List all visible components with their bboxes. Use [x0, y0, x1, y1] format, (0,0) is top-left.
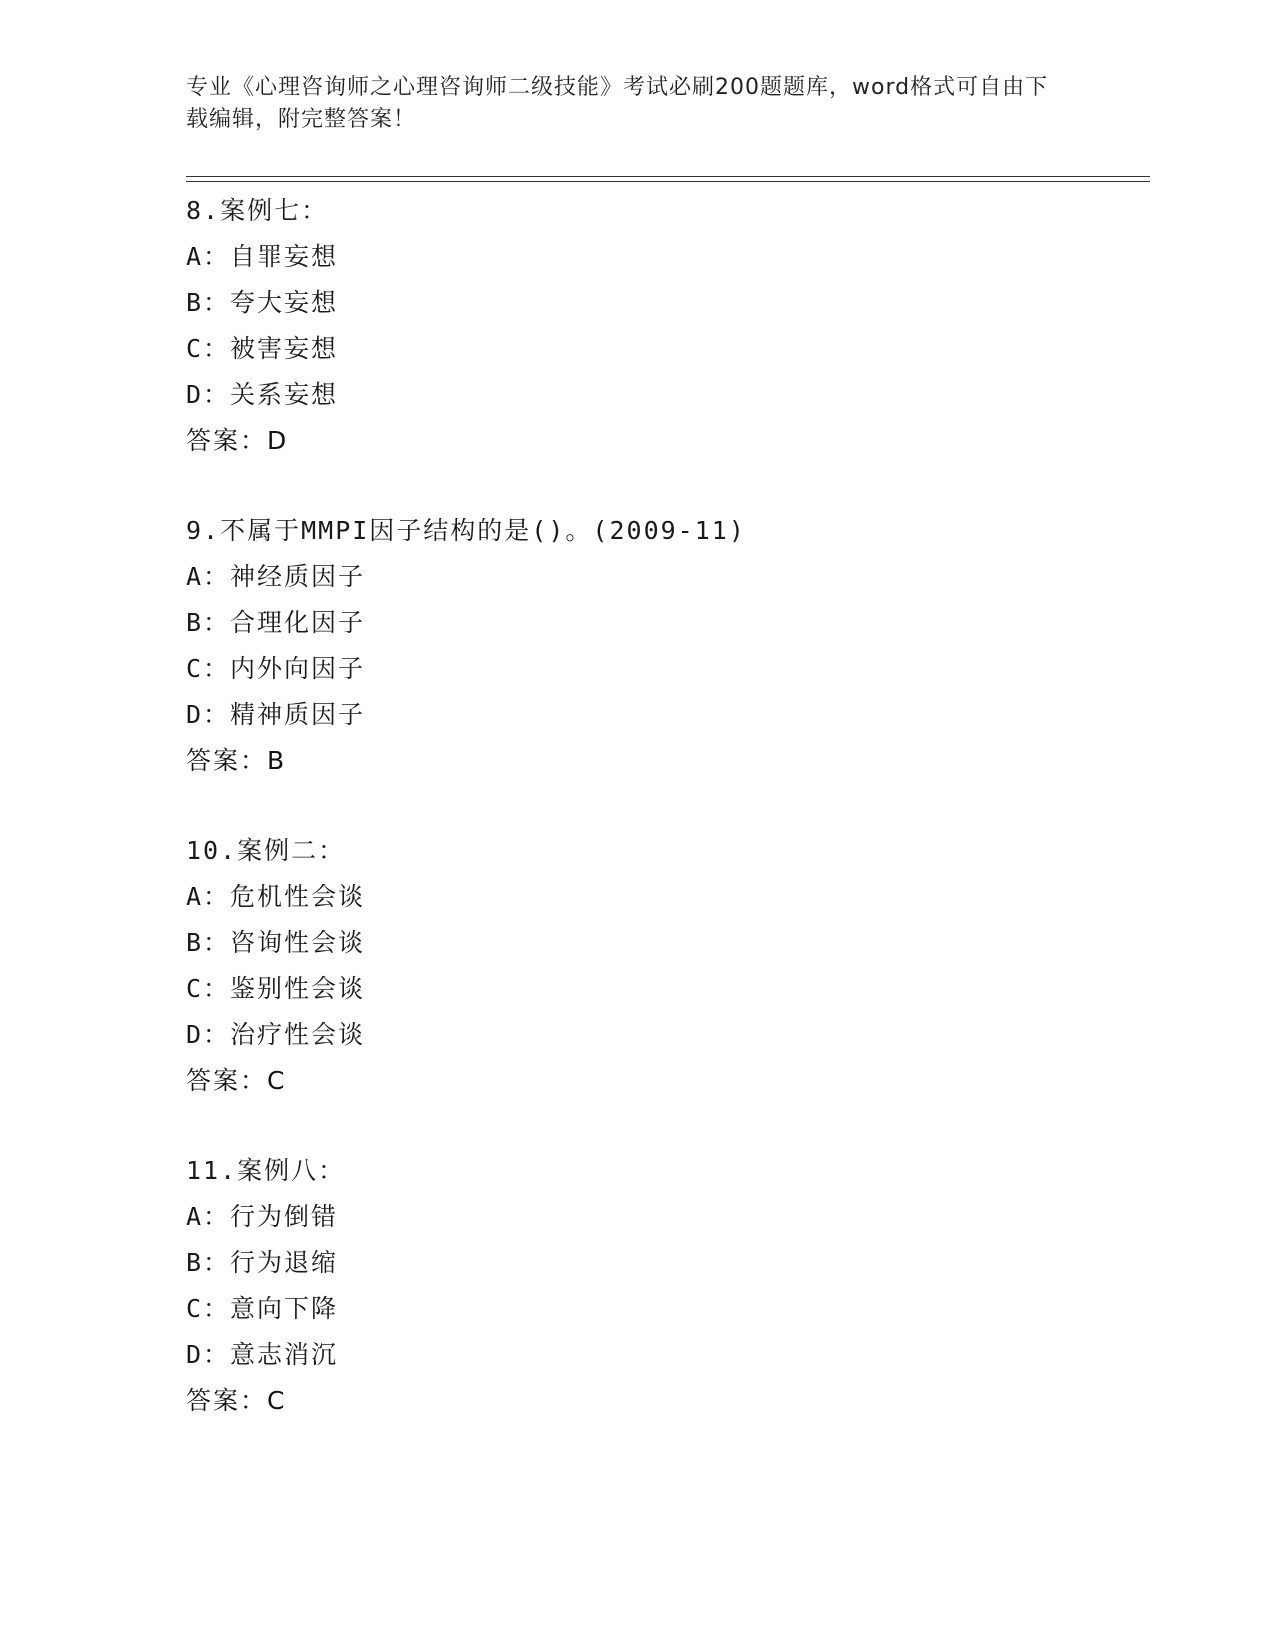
question-10 [186, 828, 1086, 1104]
header-divider-bottom [186, 181, 1150, 182]
option-a: A：行为倒错 [186, 1202, 339, 1231]
answer: 答案：C [186, 1066, 287, 1095]
answer: 答案：D [186, 426, 289, 455]
option-d: D：意志消沉 [186, 1340, 339, 1369]
option-c: C：意向下降 [186, 1294, 339, 1323]
option-c: C：鉴别性会谈 [186, 974, 366, 1003]
question-9 [186, 508, 1086, 784]
option-b: B：合理化因子 [186, 608, 366, 637]
option-b: B：咨询性会谈 [186, 928, 366, 957]
option-a: A：自罪妄想 [186, 242, 339, 271]
question-title: 9.不属于MMPI因子结构的是()。(2009-11) [186, 516, 746, 545]
question-title: 11.案例八： [186, 1156, 346, 1185]
option-a: A：神经质因子 [186, 562, 366, 591]
option-b: B：行为退缩 [186, 1248, 339, 1277]
option-d: D：关系妄想 [186, 380, 339, 409]
header-divider-top [186, 176, 1150, 177]
option-b: B：夸大妄想 [186, 288, 339, 317]
answer: 答案：C [186, 1386, 287, 1415]
option-c: C：内外向因子 [186, 654, 366, 683]
option-a: A：危机性会谈 [186, 882, 366, 911]
question-8 [186, 188, 1086, 464]
question-title: 8.案例七： [186, 196, 329, 225]
question-title: 10.案例二： [186, 836, 346, 865]
question-11 [186, 1148, 1086, 1424]
option-d: D：精神质因子 [186, 700, 366, 729]
option-d: D：治疗性会谈 [186, 1020, 366, 1049]
option-c: C：被害妄想 [186, 334, 339, 363]
answer: 答案：B [186, 746, 287, 775]
document-header: 专业《心理咨询师之心理咨询师二级技能》考试必刷200题题库，word格式可自由下载编辑，附完整答案！ [186, 75, 1049, 132]
